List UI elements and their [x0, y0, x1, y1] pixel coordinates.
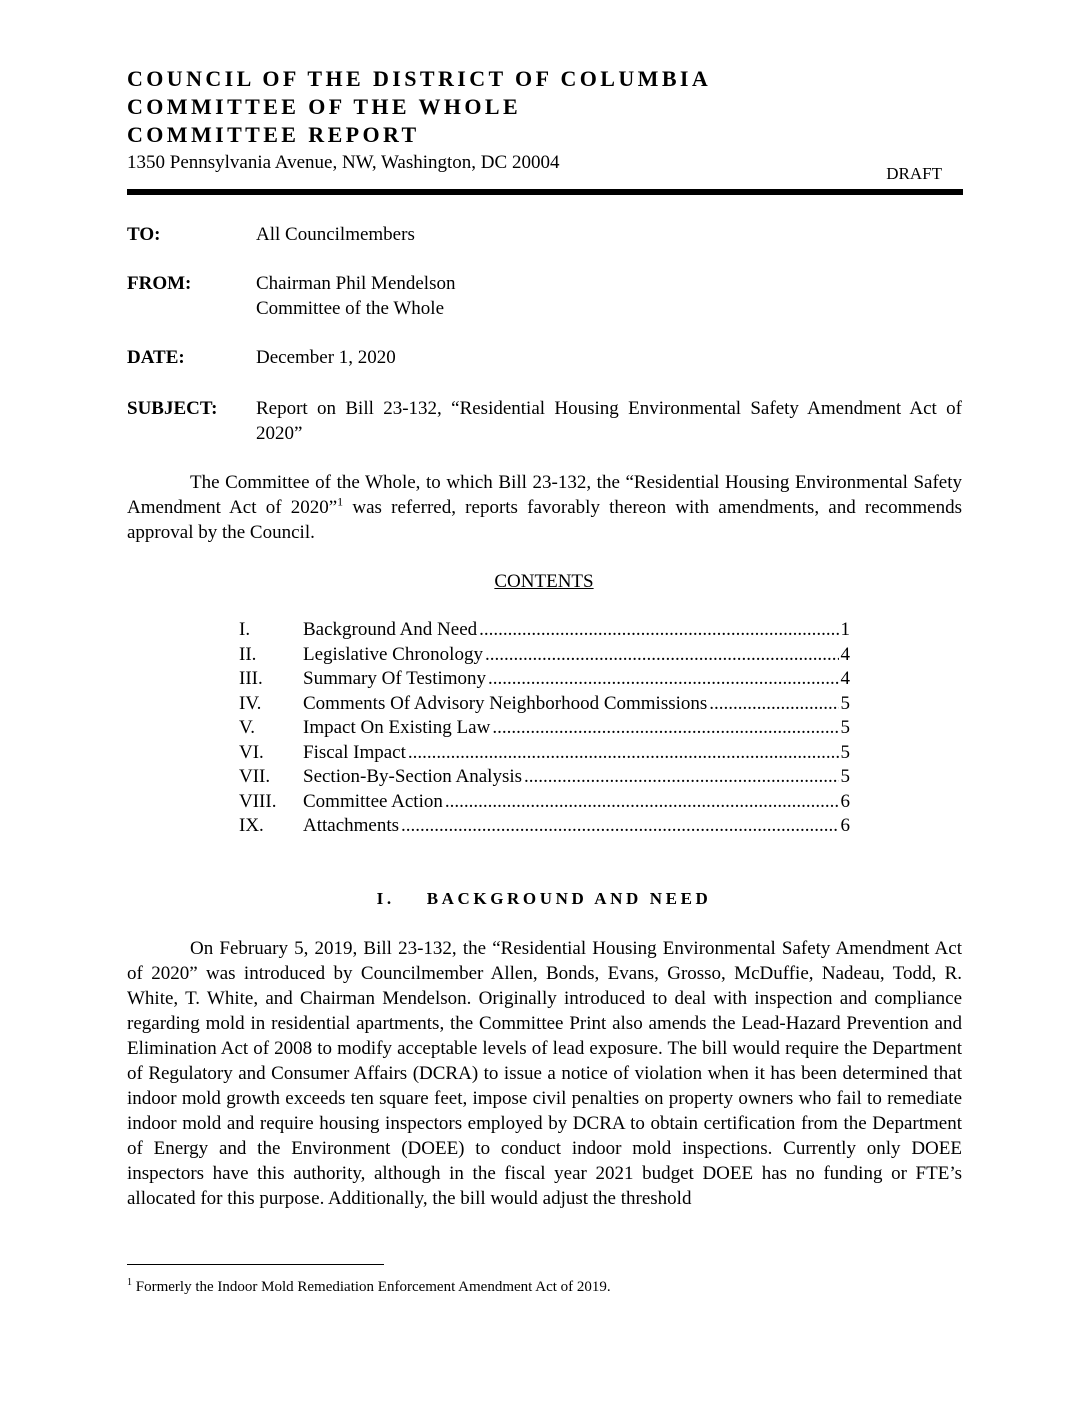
toc-title: Impact On Existing Law — [303, 717, 491, 738]
toc-leader-dots — [401, 814, 838, 839]
toc-row[interactable] — [239, 643, 850, 668]
toc-number: IX. — [239, 815, 264, 836]
section-title: BACKGROUND AND NEED — [426, 889, 712, 908]
toc-title: Committee Action — [303, 790, 443, 812]
toc-title: Fiscal Impact — [303, 741, 406, 763]
footnote-text: Formerly the Indoor Mold Remediation Enforcement Amendment Act of 2019. — [132, 1279, 611, 1295]
toc-number: VII. — [239, 766, 271, 787]
section-heading — [0, 887, 1088, 911]
toc-number: VIII. — [239, 790, 277, 812]
toc-row[interactable] — [239, 667, 850, 692]
memo-from-label: FROM: — [127, 273, 192, 294]
memo-subject-label: SUBJECT: — [127, 398, 218, 419]
memo-date-value: December 1, 2020 — [256, 347, 396, 368]
memo-from-name: Chairman Phil Mendelson — [256, 273, 456, 294]
draft-status-label: DRAFT — [886, 164, 942, 183]
toc-leader-dots — [709, 692, 838, 717]
memo-from-value — [256, 271, 962, 321]
memo-date-label: DATE: — [127, 347, 185, 368]
contents-heading — [0, 569, 1088, 594]
intro-text-end: was referred, reports favorably thereon with amendments, and recommends approval by the Council. — [127, 497, 962, 543]
toc-row[interactable] — [239, 814, 850, 839]
toc-title: Background And Need — [303, 619, 478, 640]
footnote-divider — [127, 1264, 384, 1265]
contents-title: CONTENTS — [494, 571, 594, 592]
toc-row[interactable] — [239, 741, 850, 766]
toc-page-number: 6 — [840, 790, 850, 812]
toc-number: III. — [239, 668, 263, 689]
header-divider — [127, 189, 963, 195]
toc-row[interactable] — [239, 716, 850, 741]
footnote-marker: 1 — [127, 1277, 132, 1288]
toc-leader-dots — [479, 618, 838, 643]
toc-page-number: 5 — [840, 741, 850, 763]
memo-to-label: TO: — [127, 224, 161, 245]
background-paragraph: On February 5, 2019, Bill 23-132, the “Residential Housing Environmental Safety Amendment Act of 2020” was introduced by Councilmember Allen, Bonds, Evans, Grosso, McDuffie, Nadeau, Todd, R. White, T. White, and Chairman Mendelson. Originally introduced to deal with inspection and compliance regarding mold in residential apartments, the Committee Print also amends the Lead-Hazard Prevention and Elimination Act of 2008 to modify acceptable levels of lead exposure. The bill would require the Department of Regulatory and Consumer Affairs (DCRA) to issue a notice of violation when it has been determined that indoor mold growth exceeds ten square feet, impose civil penalties on property owners who fail to remediate indoor mold and require housing inspectors employed by DCRA to obtain certification from the Department of Energy and the Environment (DOEE) to conduct indoor mold inspections. Currently only DOEE inspectors have this authority, although in the fiscal year 2021 budget DOEE has no funding or FTE’s allocated for this purpose. Additionally, the bill would adjust the threshold — [127, 938, 962, 1209]
header-committee-name: COMMITTEE OF THE WHOLE — [127, 94, 522, 119]
header-address: 1350 Pennsylvania Avenue, NW, Washington, DC 20004 — [127, 152, 560, 173]
memo-subject-value: Report on Bill 23-132, “Residential Housing Environmental Safety Amendment Act of 2020” — [256, 398, 962, 444]
header-report-type: COMMITTEE REPORT — [127, 122, 420, 147]
toc-leader-dots — [492, 716, 838, 741]
toc-number: II. — [239, 643, 257, 665]
toc-number: IV. — [239, 692, 262, 714]
table-of-contents — [239, 618, 850, 839]
section-number: I. — [376, 889, 395, 908]
toc-page-number: 5 — [840, 717, 850, 738]
toc-row[interactable] — [239, 765, 850, 790]
footnote-reference[interactable]: 1 — [337, 494, 344, 509]
toc-row[interactable] — [239, 692, 850, 717]
toc-leader-dots — [445, 790, 839, 815]
toc-leader-dots — [524, 765, 838, 790]
toc-title: Attachments — [303, 815, 400, 836]
toc-title: Legislative Chronology — [303, 643, 483, 665]
intro-text-start: The Committee of the Whole, to which Bill 23-132, the “Residential Housing Environmental Safety Amendment Act of 2020” — [127, 472, 962, 518]
toc-title: Summary Of Testimony — [303, 668, 487, 689]
memo-from-committee: Committee of the Whole — [256, 298, 445, 319]
toc-number: VI. — [239, 741, 264, 763]
toc-leader-dots — [485, 643, 839, 668]
toc-title: Section-By-Section Analysis — [303, 766, 523, 787]
toc-page-number: 4 — [840, 668, 850, 689]
toc-page-number: 6 — [840, 815, 850, 836]
memo-to-value: All Councilmembers — [256, 224, 415, 245]
toc-page-number: 4 — [840, 643, 850, 665]
toc-row[interactable] — [239, 618, 850, 643]
toc-page-number: 5 — [840, 766, 850, 787]
toc-leader-dots — [408, 741, 839, 766]
toc-page-number: 1 — [840, 619, 850, 640]
toc-title: Comments Of Advisory Neighborhood Commissions — [303, 692, 708, 714]
intro-paragraph — [127, 470, 962, 545]
toc-number: V. — [239, 717, 256, 738]
footnote — [127, 1277, 611, 1297]
header-council-name: COUNCIL OF THE DISTRICT OF COLUMBIA — [127, 66, 712, 91]
toc-page-number: 5 — [840, 692, 850, 714]
toc-leader-dots — [488, 667, 838, 692]
toc-number: I. — [239, 619, 251, 640]
toc-row[interactable] — [239, 790, 850, 815]
